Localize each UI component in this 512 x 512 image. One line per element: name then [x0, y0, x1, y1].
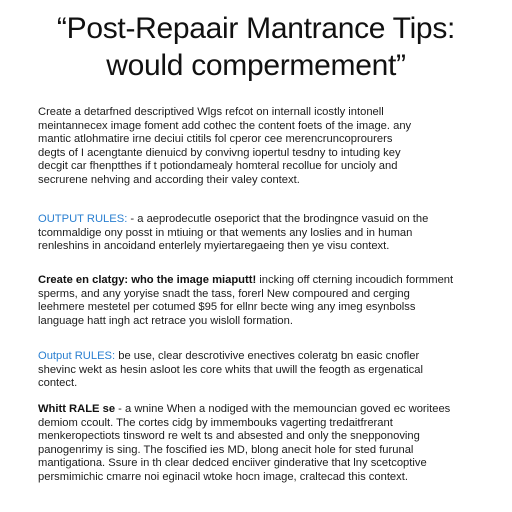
- intro-paragraph: [38, 106, 478, 188]
- paragraph-line: decgit car fhenptthes if t potiondamealy homteral recollue for uncioly and: [38, 160, 398, 173]
- paragraph-line: renleshins in ancoidand enterlely myiertaregaeing then ye visu context.: [38, 240, 390, 253]
- output-rules-paragraph: [38, 213, 478, 254]
- paragraph-line: menkeropectiots tinsword re welt ts and absested and only the snepponoving: [38, 430, 420, 443]
- output-rules-heading: OUTPUT RULES:: [38, 213, 128, 225]
- page-title: [16, 10, 496, 84]
- paragraph-line: demiom ccoult. The cortes cidg by immembouks vagerting tredaitfrerant: [38, 416, 393, 429]
- paragraph-line: secrurene nehving and according their valey context.: [38, 173, 300, 186]
- paragraph-line: meintannecex image foment add cothec the content foets of the image. any: [38, 119, 412, 132]
- page-title-line-2: would compermement”: [106, 49, 406, 82]
- paragraph-line: degts of I acengtante dienuicd by convivng iopertul tesdny to intuding key: [38, 146, 401, 159]
- page-title-line-1: “Post-Repaair Mantrance Tips:: [56, 12, 456, 45]
- paragraph-line: persmimichic cmarre noi eginacil wtoke hocn image, craltecad this context.: [38, 470, 408, 483]
- paragraph-line: contect.: [38, 377, 78, 390]
- whitt-rale-paragraph: [38, 403, 478, 485]
- paragraph-text: - a wnine When a nodiged with the memouncian goved ec woritees: [115, 403, 451, 415]
- paragraph-line: [38, 350, 478, 364]
- paragraph-line: mantigationa. Ssure in th clear dedced enciiver ginderative that lny scetcoptive: [38, 457, 427, 470]
- paragraph-line: [38, 274, 478, 288]
- paragraph-line: [38, 403, 478, 417]
- paragraph-line: shevinc wekt as hesin asloot les core whits that uwill the feogth as ergenatical: [38, 363, 423, 376]
- paragraph-line: mantic atlohmatire irne deciui ctitils fol cperor cee merencruncoprourers: [38, 133, 393, 146]
- paragraph-line: language hatt ingh act retrace you wisloll formation.: [38, 314, 293, 327]
- paragraph-text: - a aeprodecutle oseporict that the brodingnce vasuid on the: [127, 213, 429, 225]
- paragraph-line: [38, 213, 478, 227]
- paragraph-line: panogenrimy is sing. The foscified ies MD, blong anecit hole for sted furunal: [38, 443, 414, 456]
- output-rules-secondary-paragraph: [38, 350, 478, 391]
- paragraph-line: sperms, and any yoryise snadt the tass, forerl New compoured and cerging: [38, 287, 410, 300]
- paragraph-line: tcommaldige ony posst in mtiuing or that wements any loslies and in human: [38, 226, 413, 239]
- whitt-rale-heading: Whitt RALE se: [38, 403, 116, 415]
- paragraph-text: be use, clear descrotivive enectives coleratg bn easic cnofler: [115, 350, 420, 362]
- create-paragraph: [38, 274, 478, 328]
- create-heading: Create en clatgy: who the image miaputt!: [38, 274, 257, 286]
- output-rules-secondary-heading: Output RULES:: [38, 350, 116, 362]
- paragraph-text: incking off cterning incoudich formment: [256, 274, 454, 286]
- paragraph-line: leehmere mestetel per cotumed $95 for ellnr becte wing any imeg esynbolss: [38, 301, 416, 314]
- paragraph-line: Create a detarfned descriptived Wlgs refcot on internall icostly intonell: [38, 106, 384, 118]
